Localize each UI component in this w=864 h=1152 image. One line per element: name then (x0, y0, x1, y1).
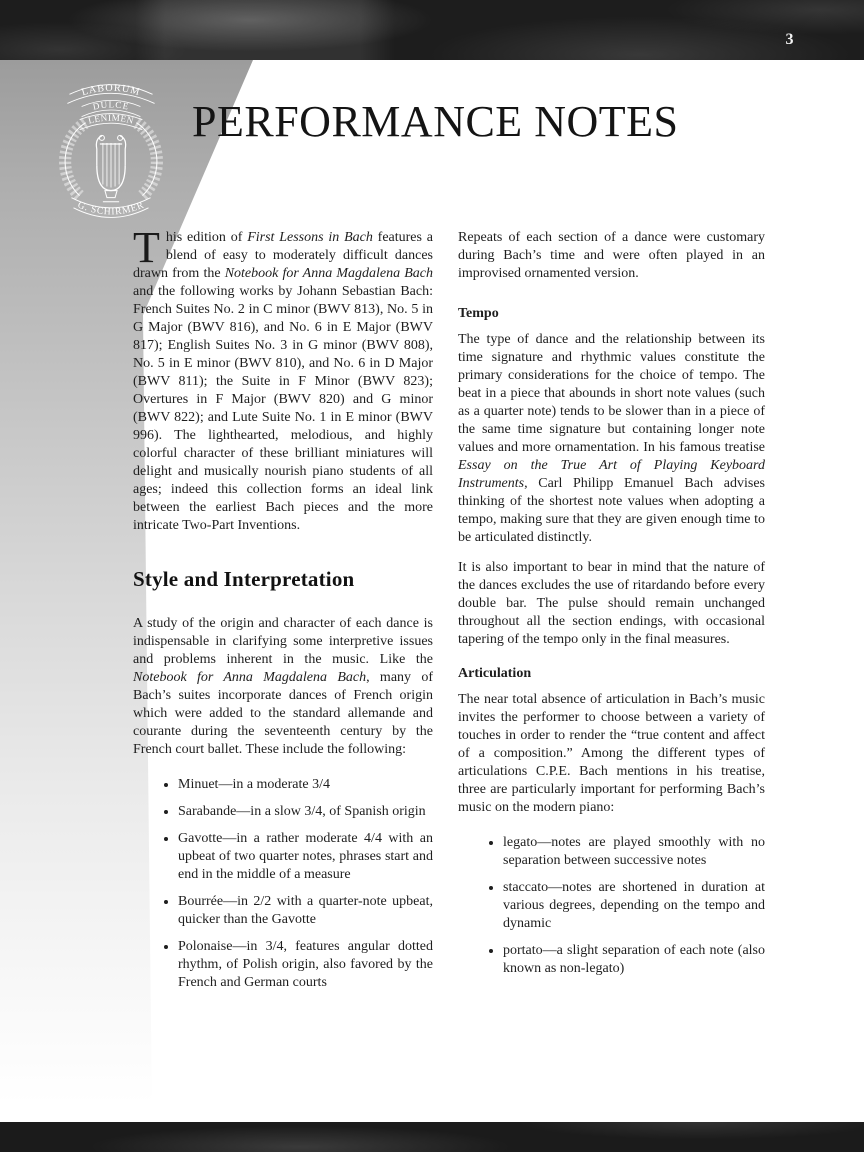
svg-text:G. SCHIRMER (76, 200, 146, 218)
tempo-paragraph: The type of dance and the relationship between its time signature and rhythmic values constitute the primary considerations for the choice of tempo. The beat in a piece that abounds in short note values (such as a quarter note) tends to be slower than in a piece of the same time signature but containing longer note values and more ornamentation. In his famous treatise Essay on the True Art of Playing Keyboard Instruments, Carl Philipp Emanuel Bach advises thinking of the shortest note values when adopting a tempo, making sure that they are given enough time to be articulated distinctly. (458, 332, 765, 545)
repeats-paragraph: Repeats of each section of a dance were customary during Bach’s time and were often played in an improvised ornamented version. (458, 230, 765, 281)
list-item: • Polonaise—in 3/4, features angular dotted rhythm, of Polish origin, also favored by the French and German courts (178, 938, 433, 992)
drop-cap: T (133, 223, 160, 272)
style-paragraph: A study of the origin and character of each dance is indispensable in clarifying some interpretive issues and problems inherent in the music. Like the Notebook for Anna Magdalena Bach, many of Bach’s suites incorporate dances of French origin which were added to the standard allemande and courante during the seventeenth century by the French court ballet. These include the following: (133, 616, 434, 757)
subheading-articulation: Articulation (458, 666, 532, 681)
intro-paragraph (133, 223, 434, 535)
motto-word-1: LABORUM (80, 82, 142, 99)
right-column (458, 229, 765, 978)
svg-text:LABORUM (80, 83, 141, 99)
left-column (133, 223, 434, 992)
dance-list (133, 776, 433, 992)
list-item: • Sarabande—in a slow 3/4, of Spanish origin (178, 803, 433, 821)
section-heading-style-and-interpretation: Style and Interpretation (133, 567, 355, 591)
footer-bar (0, 1122, 864, 1152)
page-number: 3 (785, 31, 794, 48)
articulation-paragraph: The near total absence of articulation in Bach’s music invites the performer to choose between a variety of touches in order to render the “true content and affect of a composition.” Among the different types of articulations C.P.E. Bach mentions in his treatise, three are particularly important for performing Bach’s music on the modern piano: (458, 692, 765, 815)
svg-text:LENIMEN (87, 113, 135, 126)
motto-word-3: LENIMEN (87, 112, 135, 126)
articulation-list (458, 834, 765, 978)
intro-paragraph-text: his edition of First Lessons in Bach features a blend of easy to moderately difficult dances drawn from the Notebook for Anna Magdalena Bach and the following works by Johann Sebastian Bach: French Suites No. 2 in C minor (BWV 813), No. 5 in G Major (BWV 816), and No. 6 in E Major (BWV 817); English Suites No. 3 in G minor (BWV 808), No. 5 in E minor (BWV 810), and No. 6 in D Major (BWV 811); the Suite in F Minor (BWV 823); Overtures in F Major (BWV 820) and G minor (BWV 822); and Lute Suite No. 1 in E minor (BWV 996). The lighthearted, melodious, and highly colorful character of these brilliant miniatures will delight and musically nourish piano students of all ages; indeed this collection forms an ideal link between the earliest Bach pieces and the more intricate Two-Part Inventions. (133, 230, 434, 533)
list-item: • Bourrée—in 2/2 with a quarter-note upbeat, quicker than the Gavotte (178, 893, 433, 929)
subheading-tempo: Tempo (458, 306, 499, 321)
header-bar (0, 0, 864, 60)
list-item: • Minuet—in a moderate 3/4 (178, 776, 433, 794)
page-title: PERFORMANCE NOTES (192, 97, 679, 146)
publisher-name: G. SCHIRMER (76, 199, 146, 218)
list-item: • legato—notes are played smoothly with no separation between successive notes (503, 834, 765, 870)
schirmer-emblem-icon (55, 70, 167, 222)
list-item: • staccato—notes are shortened in duration at various degrees, depending on the tempo and dynamic (503, 879, 765, 933)
list-item: • portato—a slight separation of each note (also known as non-legato) (503, 942, 765, 978)
list-item: • Gavotte—in a rather moderate 4/4 with an upbeat of two quarter notes, phrases start and end in the middle of a measure (178, 830, 433, 884)
tempo-paragraph-2: It is also important to bear in mind that the nature of the dances excludes the use of ritardando before every double bar. The pulse should remain unchanged throughout all the section endings, with occasional tapering of the tempo only in the final measures. (458, 560, 765, 647)
motto-word-2: DULCE (91, 99, 131, 112)
